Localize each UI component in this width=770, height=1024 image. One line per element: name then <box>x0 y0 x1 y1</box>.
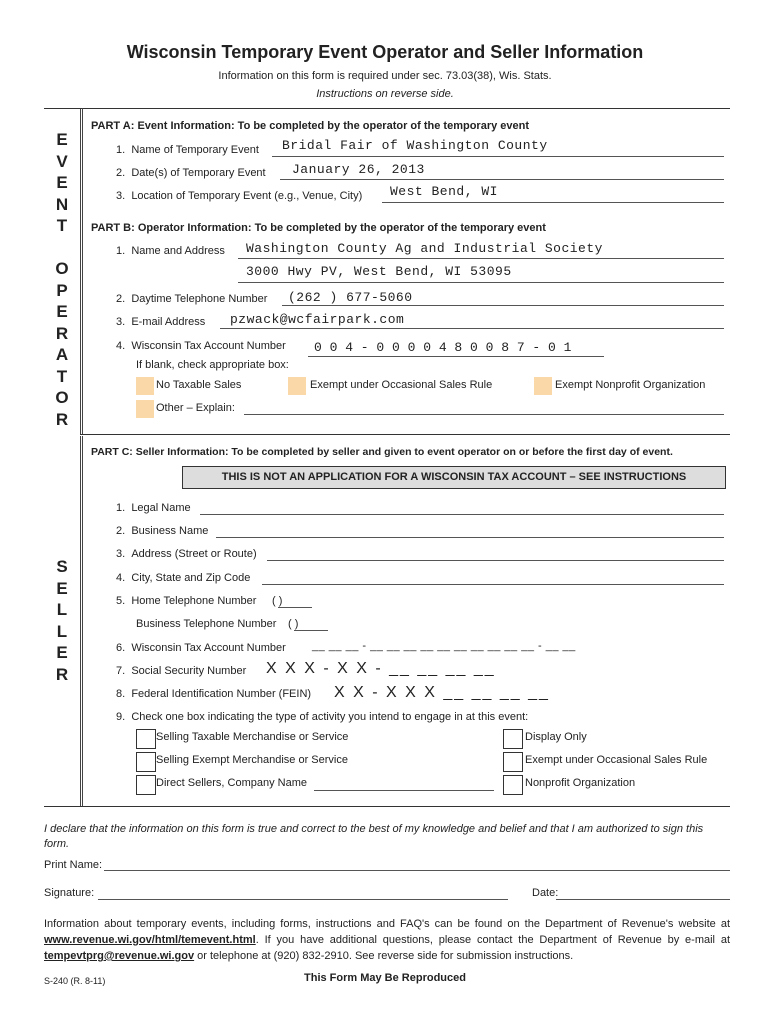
ssn-field[interactable]: X X X - X X - __ __ __ __ <box>266 660 496 677</box>
nonprofit-org-label: Nonprofit Organization <box>525 777 636 789</box>
print-name-field[interactable] <box>104 870 730 871</box>
home-phone-label: 5. Home Telephone Number <box>116 595 257 607</box>
section-divider <box>80 434 730 435</box>
part-a-heading: PART A: Event Information: To be completed by the operator of the temporary event <box>91 120 530 132</box>
signature-label: Signature: <box>44 887 95 899</box>
date-label: Date: <box>532 887 559 899</box>
selling-exempt-checkbox[interactable] <box>136 752 156 772</box>
operator-phone-value: (262 ) 677-5060 <box>288 290 413 305</box>
event-location-label: 3. Location of Temporary Event (e.g., Venue, City) <box>116 190 363 202</box>
part-b-heading: PART B: Operator Information: To be completed by the operator of the temporary event <box>91 222 546 234</box>
event-name-label: 1. Name of Temporary Event <box>116 144 259 156</box>
display-only-label: Display Only <box>525 731 587 743</box>
seller-side-label: S E L L E R <box>55 557 69 684</box>
other-checkbox[interactable] <box>136 400 154 418</box>
operator-tax-label: 4. Wisconsin Tax Account Number <box>116 340 286 352</box>
ssn-label: 7. Social Security Number <box>116 665 247 677</box>
seller-address-label: 3. Address (Street or Route) <box>116 548 257 560</box>
legal-name-field[interactable] <box>200 514 724 515</box>
home-phone-field[interactable]: ( ) <box>272 595 283 607</box>
operator-phone-label: 2. Daytime Telephone Number <box>116 293 268 305</box>
event-date-label: 2. Date(s) of Temporary Event <box>116 167 266 179</box>
operator-address-field[interactable] <box>238 282 724 283</box>
operator-address-value: 3000 Hwy PV, West Bend, WI 53095 <box>246 264 512 279</box>
no-taxable-sales-checkbox[interactable] <box>136 377 154 395</box>
selling-exempt-label: Selling Exempt Merchandise or Service <box>156 754 348 766</box>
event-location-field[interactable] <box>382 202 724 203</box>
other-explain-field[interactable] <box>244 414 724 415</box>
notice-box: THIS IS NOT AN APPLICATION FOR A WISCONSIN TAX ACCOUNT – SEE INSTRUCTIONS <box>182 466 726 489</box>
seller-tax-field[interactable]: __ __ __ - __ __ __ __ __ __ __ __ __ __ - __ __ <box>312 640 576 652</box>
event-name-value: Bridal Fair of Washington County <box>282 138 548 153</box>
seller-tax-label: 6. Wisconsin Tax Account Number <box>116 642 286 654</box>
part-c-heading: PART C: Seller Information: To be completed by seller and given to event operator on or before the first day of event. <box>91 446 673 458</box>
display-only-checkbox[interactable] <box>503 729 523 749</box>
direct-sellers-checkbox[interactable] <box>136 775 156 795</box>
operator-name-value: Washington County Ag and Industrial Society <box>246 241 603 256</box>
event-date-value: January 26, 2013 <box>292 162 425 177</box>
website-link[interactable]: www.revenue.wi.gov/html/temevent.html <box>44 934 256 946</box>
fein-field[interactable]: X X - X X X __ __ __ __ <box>334 684 550 701</box>
business-phone-field[interactable]: ( ) <box>288 618 299 630</box>
occasional-sales-checkbox[interactable] <box>288 377 306 395</box>
legal-name-label: 1. Legal Name <box>116 502 191 514</box>
operator-email-field[interactable] <box>220 328 724 329</box>
company-name-field[interactable] <box>314 790 494 791</box>
seller-city-field[interactable] <box>262 584 724 585</box>
operator-phone-field[interactable] <box>282 305 724 306</box>
selling-taxable-checkbox[interactable] <box>136 729 156 749</box>
occasional-sales-rule-checkbox[interactable] <box>503 752 523 772</box>
event-location-value: West Bend, WI <box>390 184 498 199</box>
other-label: Other – Explain: <box>156 402 235 414</box>
blank-note: If blank, check appropriate box: <box>136 359 289 371</box>
direct-sellers-label: Direct Sellers, Company Name <box>156 777 307 789</box>
instructions-note: Instructions on reverse side. <box>316 88 454 100</box>
business-name-label: 2. Business Name <box>116 525 209 537</box>
no-taxable-sales-label: No Taxable Sales <box>156 379 242 391</box>
operator-name-label: 1. Name and Address <box>116 245 225 257</box>
info-paragraph: Information about temporary events, including forms, instructions and FAQ's can be found on the Department of Revenue's website at www.revenue.wi.gov/html/temevent.html. If you have additional questions, please contact the Department of Revenue by e-mail at tempevtprg@revenue.wi.gov or telephone at (920) 832-2910. See reverse side for submission instructions. <box>44 918 730 962</box>
print-name-label: Print Name: <box>44 859 103 871</box>
business-phone-label: Business Telephone Number <box>136 618 277 630</box>
operator-name-field[interactable] <box>238 258 724 259</box>
selling-taxable-label: Selling Taxable Merchandise or Service <box>156 731 349 743</box>
occasional-sales-rule-label: Exempt under Occasional Sales Rule <box>525 754 708 766</box>
form-id: S-240 (R. 8-11) <box>44 976 106 986</box>
signature-field[interactable] <box>98 899 508 900</box>
event-name-field[interactable] <box>272 156 724 157</box>
seller-address-field[interactable] <box>267 560 724 561</box>
event-operator-side-label: E V E N T O P E R A T O R <box>55 130 69 429</box>
home-phone-area-line <box>278 607 312 608</box>
declaration-text: I declare that the information on this form is true and correct to the best of my knowledge and belief and that I am authorized to sign this form. <box>44 823 704 850</box>
activity-label: 9. Check one box indicating the type of activity you intend to engage in at this event: <box>116 711 529 723</box>
nonprofit-label: Exempt Nonprofit Organization <box>555 379 706 391</box>
form-title: Wisconsin Temporary Event Operator and Seller Information <box>126 42 644 62</box>
operator-email-value: pzwack@wcfairpark.com <box>230 312 405 327</box>
business-phone-area-line <box>294 630 328 631</box>
event-date-field[interactable] <box>280 179 724 180</box>
email-link[interactable]: tempevtprg@revenue.wi.gov <box>44 950 195 962</box>
operator-email-label: 3. E-mail Address <box>116 316 206 328</box>
seller-city-label: 4. City, State and Zip Code <box>116 572 251 584</box>
business-name-field[interactable] <box>216 537 724 538</box>
form-bottom-rule <box>44 806 730 807</box>
operator-tax-field[interactable] <box>308 356 604 357</box>
operator-tax-value: 0 0 4 - 0 0 0 0 4 8 0 0 8 7 - 0 1 <box>314 340 572 355</box>
occasional-sales-label: Exempt under Occasional Sales Rule <box>310 379 493 391</box>
form-subtitle: Information on this form is required under sec. 73.03(38), Wis. Stats. <box>218 70 552 82</box>
nonprofit-org-checkbox[interactable] <box>503 775 523 795</box>
reproduced-note: This Form May Be Reproduced <box>304 972 466 984</box>
nonprofit-checkbox[interactable] <box>534 377 552 395</box>
date-field[interactable] <box>556 899 730 900</box>
fein-label: 8. Federal Identification Number (FEIN) <box>116 688 312 700</box>
